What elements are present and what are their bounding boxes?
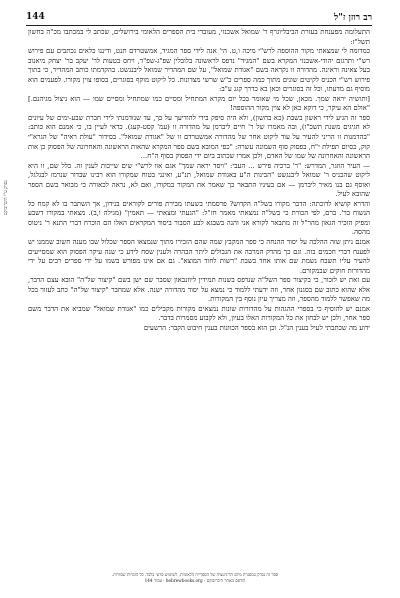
paragraph: ידוע מה שכתבתי לעיל בענין הנ"ל. וכן הוא בספר הכוונות בענין חיבוט הקבר: הרשעים: [143, 323, 370, 332]
paragraph: והדרא קושיא לדוכתה: הדבר מקורו בשל"ה הקדוש? פרסמתי בשעתו מבירת פורים לקוראים בנידון, אך השתבר בו לא קמח כל הנשוח בר'. ברם, לפי הכורת כי בשל"ה נמצאתי מאמר חז"ל: "הגעתי ומצאתי — תאמין" (מגילה ו,ב). מצאתי במקורו דשבע ומפיק הזכיר הגאון מהר"ל זה מתבאר לקורא אני והנה בשבגא לבע הסבור ביסוד המקראים האלו הם הוכרח דברי התנא ר' ניטוס מהסה.: [28, 199, 370, 237]
paragraph: אמנם יש להוסיף כי בספרי ההגהות על מהדורות שונות נמצאים מקורות מקבילים כמו "אגודת שמואל" שמביא את הדבר משם ספר אחר, ולכן יש לבחון את כל המקורות האלו בעיון, ולא לקבוע מסמרות בדבר.: [28, 304, 370, 323]
footer-line: הודפס מאתר היברובוקס · hebrewbooks.org · עמוד 144: [144, 577, 246, 583]
paragraph: עם זאת יש לזכור, כי בקיצור ספר השל"ה שנדפס בשנות תמידין ליוזנבאון שסבר שם ישן בשם "קיצור של"ה" הובא עצם הדבר, אלא שהוא כתוב שם בסגנון אחר, וזה ידעתי ללמוד כי נמצא על יסוד מהדורה ישנה. אלא שמחבר "קיצור של"ה" כתב לעזור בכל מה שאפשר ללמוד מהספר, וזה מצריך עיון נוסף בין המקורות.: [28, 276, 370, 304]
header-divider: [26, 25, 372, 26]
paragraph: התעלומה מפענחת בעזרת הביבליוגרף ר' שמואל אשכנזי, מעובדי בית הספרים הלאומי בירושלים, שכתב לי במכתבו מכ"ה בחשון תשל"ז:: [28, 28, 370, 46]
page-header: [26, 10, 372, 24]
paragraph: [ותושיה יראה שמך. מכאן, שכל מי שאומר בכל יום מקרא המתחיל ומסיים כמו שמתחיל ומסיים שמו — הוא ניצול מגיהנם.] "אולם הא עיקר, כי דוקא כאן לא צוין מקור ההוספה!: [28, 94, 370, 113]
page-number: 144: [26, 12, 45, 22]
body-text: [28, 28, 370, 568]
paragraph: אמנם ניתן שזה ההלכה על יסוד ההנחה כי ספר המקבץ שמה שהם הזכירו מתוך שנמצאו הספר שכלול שבו מענה חשוב שממנו יש לפענח דברי חכמים בזה. וגם כך מהדק המרבה את הגבולים ליתר הבהרה ולענין שסח לידע כי שנה עיקר הפסוק הוא שמסייעים להעיר עליו תשבח נשמת שם אותו אחד בשבת "רשות לחוד המוצא". גם אם אינו מפורש בשמו על ידי ספרים רבים על ידי מהדורות חוקים שבמקורם.: [28, 238, 370, 275]
running-title: רב רוזן ז"ל: [334, 12, 372, 23]
paragraph: כמדומה לי שמצאתי מקור ההוספה לרש"י מיכה ו,ט. הי' אנה לידי ספר המגיד, אמשטרדם תנט, ודיננו כלאים נכתבים עם פירוש רש"י ותרגום יהודי-אשכנזי המקרא בשם "המגיד" נדפס לראשונה בלובלין שפ"ג-שפ"ד, ויחס בטעות לר' יעקב בר' יצחק מיאנוב בעל צאינה וראינה. מהדורה זו נקראה בשם "אגודת שמואל", על שם המהדיר שמואל ליבנגשט. בהקדמתו כותב המהדיר, כי בתוך פירוש רש"י הכניס לקיטים שונים מתוך כמה ספרים כ"ש שרשי מצדונות. כל ליקוט מוקף בסוגרים, בסופו צוין מקורו. לפעמים הוא מוסיף גם מדעתו, וכל זה בסוגרים וכאן בא כדרך קגג ע"ב:: [28, 47, 370, 94]
footer-line: ספר זה נסרק במסגרת מיזם הדיגיטציה של הספרייה הלאומית, לשימוש פרטי בלבד. כל הזכויות שמורות.: [111, 572, 279, 577]
paragraph: ספר זה הגיע לידי ראשון בשבת (כא בחשון), ולא היה סיפק בידי להודיעך על כך, עד שנזדמנתי לידי חברת שבע-ימים של עיונים לא חגיגים משנת תשכ"ו), ובה מאמרו של ר' חיים ליברמן על מהדורה זו (עמ' קסט-קעג). כדאי לעיין בו, כי אמנם הוא כותב: "בהדמנות זו הריני להעיר על עוד ליקוט אחר של מהדורה אמשטרדם זו של "אגודת שמואל". בסידור "עולת ראיה" של הגרא"י קוק, כסיום תפילת י"ח, בפסוק סוף השמונה עשרה: "כפי המובא בשם ספר המקרא שהאות הראשונה והאחרונה של הפסוק כן אות הראשונה והאחרונה של שמו של האדם, ולכן אמרו שכתוב ביום ידי הפסוק בסוף ה"ח...: [28, 113, 370, 161]
page-footer: [22, 572, 368, 594]
scan-side-note: נסרק ע"י היברובוקס: [4, 180, 9, 215]
paragraph: — העיר הוזגר, המדרש: "ר' ברכיה פירש ... העבי: "ויסד יראה שמך" אגם אוו לרש"י שים שייכות לענין זה. כלל שם, זו היא ליקוט שהכניס ר' שמואל ליבנגשט "הבינות ה"ע באגודת שמואל, תנ"ע, ואינני בטוח שמקורו הוא רבינו שבדור שנרמז לבגלגל, ואוסף גם בנו מאיר ליברמן — אם בעיניו התבאר כך שאמר את המקור במקורו, ואם לא, נראה לכאורה כי מבואר בשם הספר שהובא לעיל.: [28, 161, 370, 199]
